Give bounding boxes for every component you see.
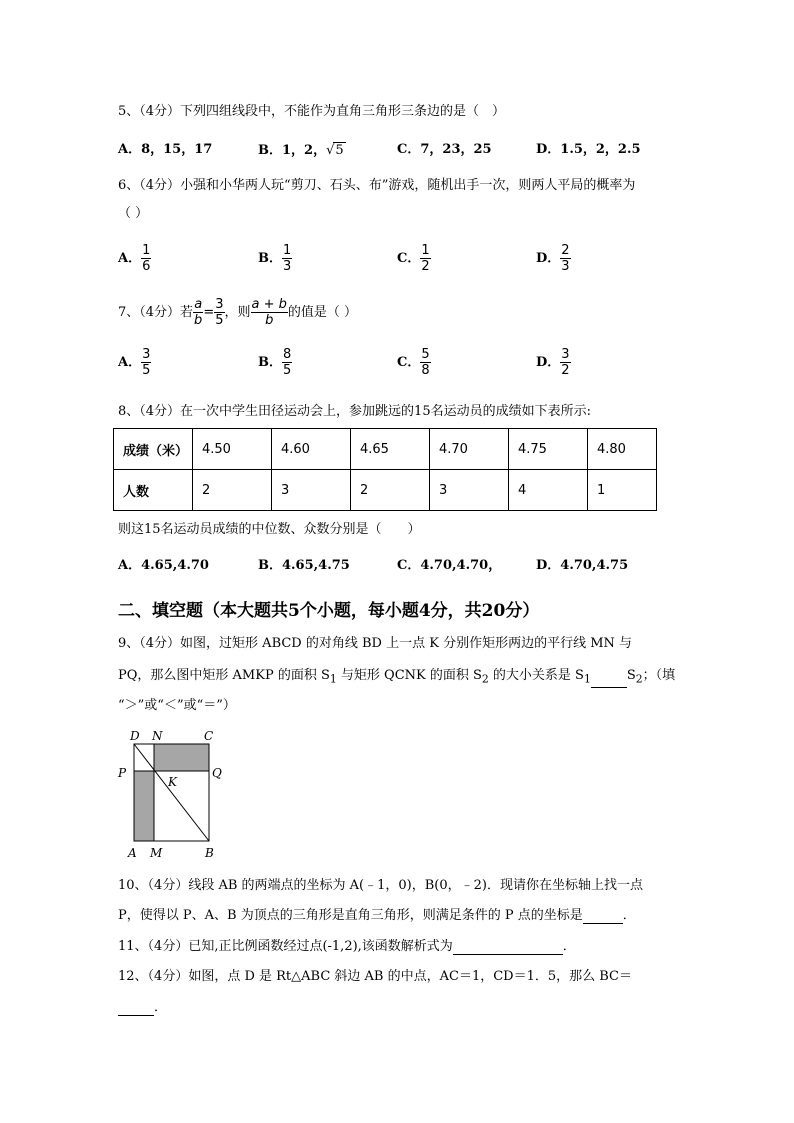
q9-text: S: [626, 668, 636, 683]
denominator: 2: [561, 363, 570, 378]
q7-option-b: [258, 347, 292, 378]
fraction: [282, 347, 292, 378]
denominator: 3: [283, 259, 292, 274]
label-k: K: [168, 775, 177, 789]
sqrt-icon: √: [326, 143, 335, 158]
subscript: 1: [329, 672, 337, 686]
label-d: D: [130, 729, 140, 743]
label-q: Q: [212, 766, 222, 780]
numerator: 5: [421, 347, 430, 362]
q6-stem: 6、（4分）小强和小华两人玩“剪刀、石头、布”游戏，随机出手一次，则两人平局的概率为: [118, 178, 636, 193]
q5-option-b-prefix: B．1，2，: [258, 143, 327, 158]
table-cell: 4: [509, 470, 588, 511]
option-label: B．: [258, 251, 282, 266]
table-row: [114, 470, 657, 511]
q7-stem: [118, 297, 357, 328]
fraction: [282, 243, 292, 274]
answer-blank[interactable]: [591, 687, 627, 688]
option-label: C．: [397, 355, 421, 370]
q10-end: ．: [622, 908, 636, 923]
fraction: [420, 347, 430, 378]
denominator: 5: [142, 363, 151, 378]
option-label: B．: [258, 355, 282, 370]
denominator: 6: [142, 259, 151, 274]
fraction-three-fifths: [214, 297, 224, 328]
q9-line3: “＞”或“＜”或“＝”）: [118, 698, 236, 713]
denominator: b: [194, 313, 203, 328]
q6-option-c: [397, 243, 431, 274]
label-a: A: [128, 846, 137, 860]
fraction-a-over-b: [193, 297, 203, 328]
q9-text: ；（填: [642, 668, 676, 683]
scores-table: [113, 428, 657, 511]
option-label: D．: [536, 355, 561, 370]
table-cell: 2: [193, 470, 272, 511]
table-cell: 2: [351, 470, 430, 511]
section-heading: 二、填空题（本大题共5个小题，每小题4分，共20分）: [118, 601, 540, 621]
q7-suffix: 的值是（ ）: [287, 305, 358, 320]
rectangle-figure: [112, 724, 232, 864]
denominator: b: [265, 313, 274, 328]
shaded-rect-amkp: [134, 771, 154, 841]
denominator: 8: [421, 363, 430, 378]
fraction: [141, 347, 151, 378]
subscript: 2: [635, 672, 643, 686]
table-cell: 成绩（米）: [114, 429, 193, 470]
table-cell: 4.80: [588, 429, 657, 470]
q5-stem: 5、（4分）下列四组线段中，不能作为直角三角形三条边的是（ ）: [118, 104, 506, 119]
numerator: 3: [561, 347, 570, 362]
fraction: [141, 243, 151, 274]
option-label: D．: [536, 251, 561, 266]
q10-line2: [118, 908, 636, 924]
q9-text: 与矩形 QCNK 的面积 S: [336, 668, 482, 683]
q10-text: P，使得以 P、A、B 为顶点的三角形是直角三角形，则满足条件的 P 点的坐标是: [118, 908, 583, 923]
table-cell: 人数: [114, 470, 193, 511]
numerator: 2: [561, 243, 570, 258]
q12-line1: 12、（4分）如图，点 D 是 Rt△ABC 斜边 AB 的中点，AC＝1，CD＝1．5，那么 BC＝: [118, 969, 633, 984]
q6-option-b: [258, 243, 292, 274]
q12-line2: [118, 1000, 167, 1016]
denominator: 5: [283, 363, 292, 378]
table-cell: 1: [588, 470, 657, 511]
subscript: 1: [583, 672, 591, 686]
equals-sign: =: [203, 305, 215, 320]
answer-blank[interactable]: [583, 923, 623, 924]
q9-line1: 9、（4分）如图，过矩形 ABCD 的对角线 BD 上一点 K 分别作矩形两边的平行线 MN 与: [118, 636, 633, 651]
label-m: M: [150, 846, 163, 860]
numerator: 8: [283, 347, 292, 362]
q9-line2: [118, 668, 675, 688]
q7-option-c: [397, 347, 431, 378]
q6-option-d: [536, 243, 571, 274]
shaded-rect-qcnk: [154, 744, 209, 771]
numerator: 1: [283, 243, 292, 258]
q7-mid: ，则: [224, 305, 251, 320]
q7-option-a: [118, 347, 151, 378]
table-cell: 4.50: [193, 429, 272, 470]
q6-stem-end: （ ）: [118, 206, 149, 221]
q6-option-a: [118, 243, 151, 274]
denominator: 2: [421, 259, 430, 274]
numerator: 1: [142, 243, 151, 258]
denominator: 5: [215, 313, 224, 328]
label-p: P: [118, 766, 127, 780]
q5-option-b: [258, 142, 346, 159]
answer-blank[interactable]: [453, 954, 563, 955]
table-cell: 4.75: [509, 429, 588, 470]
q5-option-a: A．8，15，17: [118, 142, 213, 157]
answer-blank[interactable]: [118, 1015, 154, 1016]
q9-text: PQ，那么图中矩形 AMKP 的面积 S: [118, 668, 330, 683]
table-cell: 4.65: [351, 429, 430, 470]
table-cell: 4.70: [430, 429, 509, 470]
option-label: C．: [397, 251, 421, 266]
fraction: [560, 347, 570, 378]
q8-option-b: B．4.65,4.75: [258, 558, 350, 573]
table-row: [114, 429, 657, 470]
q11-end: ．: [562, 939, 576, 954]
option-label: A．: [118, 355, 142, 370]
denominator: 3: [561, 259, 570, 274]
q5-option-c: C．7，23，25: [397, 142, 492, 157]
q9-text: 的大小关系是 S: [488, 668, 584, 683]
q8-option-c: C．4.70,4.70，: [397, 558, 502, 573]
option-label: A．: [118, 251, 142, 266]
q8-option-a: A．4.65,4.70: [118, 558, 209, 573]
q8-question: 则这15名运动员成绩的中位数、众数分别是（ ）: [118, 522, 421, 537]
label-n: N: [152, 729, 163, 743]
table-cell: 3: [430, 470, 509, 511]
q8-option-d: D．4.70,4.75: [536, 558, 629, 573]
numerator: 3: [142, 347, 151, 362]
q8-stem: 8、（4分）在一次中学生田径运动会上，参加跳远的15名运动员的成绩如下表所示:: [118, 404, 591, 419]
q11-line: [118, 939, 576, 955]
q12-end: ．: [154, 1000, 168, 1015]
numerator: 1: [421, 243, 430, 258]
table-cell: 4.60: [272, 429, 351, 470]
numerator: a + b: [251, 297, 287, 312]
q11-text: 11、（4分）已知,正比例函数经过点(-1,2),该函数解析式为: [118, 939, 453, 954]
q7-option-d: [536, 347, 571, 378]
q5-option-d: D．1.5，2，2.5: [536, 142, 641, 157]
q5-option-b-radicand: 5: [335, 143, 344, 158]
subscript: 2: [481, 672, 489, 686]
label-c: C: [204, 729, 214, 743]
fraction: [560, 243, 570, 274]
numerator: a: [194, 297, 203, 312]
label-b: B: [205, 846, 214, 860]
numerator: 3: [215, 297, 224, 312]
table-cell: 3: [272, 470, 351, 511]
q10-line1: 10、（4分）线段 AB 的两端点的坐标为 A(﹣1，0)，B(0，﹣2)．现请你在坐标轴上找一点: [118, 878, 643, 893]
fraction: [420, 243, 430, 274]
fraction-sum-over-b: [251, 297, 288, 328]
q7-prefix: 7、（4分）若: [118, 305, 194, 320]
